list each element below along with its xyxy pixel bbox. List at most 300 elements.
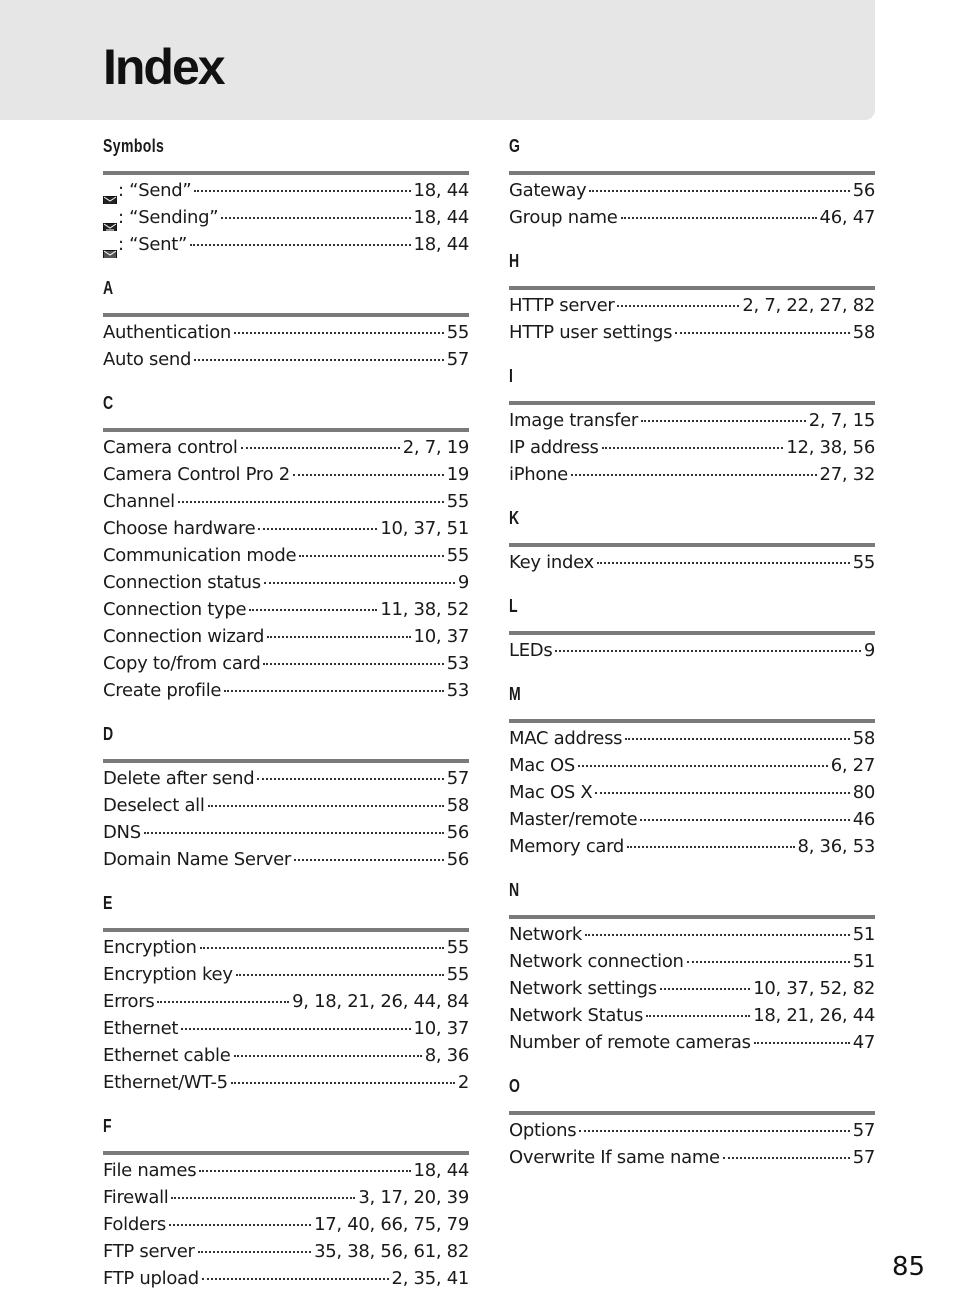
dot-leader <box>585 934 850 936</box>
index-term <box>509 549 594 576</box>
index-page-refs: 57 <box>446 349 469 370</box>
index-term-text: Create profile <box>103 680 222 701</box>
index-column-right <box>509 120 875 1175</box>
index-entry <box>103 231 469 258</box>
index-term-text: Deselect all <box>103 795 205 816</box>
dot-leader <box>589 190 849 192</box>
index-page-refs: 58 <box>852 322 875 343</box>
index-page-refs: 10, 37, 52, 82 <box>753 978 875 999</box>
index-term-text: Options <box>509 1120 577 1141</box>
index-page-refs: 17, 40, 66, 75, 79 <box>314 1214 469 1235</box>
index-entry-list <box>103 175 469 262</box>
index-page-refs: 55 <box>446 545 469 566</box>
dot-leader <box>178 501 444 503</box>
index-page-refs: 55 <box>446 964 469 985</box>
index-term <box>103 1015 178 1042</box>
index-term-text: : “Sending” <box>118 207 219 228</box>
section-heading <box>509 580 875 635</box>
index-term <box>103 319 231 346</box>
index-term <box>103 934 197 961</box>
index-page-refs: 11, 38, 52 <box>380 599 469 620</box>
dot-leader <box>199 1170 410 1172</box>
index-term-text: Choose hardware <box>103 518 256 539</box>
index-entry-list <box>103 763 469 877</box>
index-page-refs: 58 <box>446 795 469 816</box>
index-page-refs: 2, 7, 19 <box>402 437 469 458</box>
dot-leader <box>621 217 817 219</box>
index-column-left <box>103 120 469 1296</box>
section-letter: H <box>509 251 520 271</box>
index-entry <box>509 637 875 664</box>
index-page-refs: 9 <box>457 572 469 593</box>
index-entry <box>103 765 469 792</box>
index-term-text: Mac OS <box>509 755 575 776</box>
index-page-refs: 53 <box>446 680 469 701</box>
index-term <box>103 1157 196 1184</box>
section-letter: K <box>509 508 520 528</box>
index-term-text: IP address <box>509 437 599 458</box>
section-heading <box>509 668 875 723</box>
section-heading <box>509 864 875 919</box>
index-page-refs: 9 <box>863 640 875 661</box>
index-term-text: Camera Control Pro 2 <box>103 464 290 485</box>
index-term <box>103 650 260 677</box>
section-heading <box>103 1100 469 1155</box>
section-letter: E <box>103 893 113 913</box>
index-term-text: : “Send” <box>118 180 192 201</box>
index-page-refs: 18, 44 <box>413 207 469 228</box>
index-page-refs: 9, 18, 21, 26, 44, 84 <box>292 991 469 1012</box>
index-term <box>509 806 637 833</box>
section-heading <box>509 350 875 405</box>
index-entry <box>103 988 469 1015</box>
page-title: Index <box>103 39 224 95</box>
index-entry <box>509 407 875 434</box>
section-heading <box>103 708 469 763</box>
dot-leader <box>234 1055 422 1057</box>
dot-leader <box>597 562 850 564</box>
index-term <box>103 1265 199 1292</box>
index-entry-list <box>103 932 469 1100</box>
dot-leader <box>627 846 794 848</box>
dot-leader <box>555 650 860 652</box>
section-heading <box>509 1060 875 1115</box>
section-letter: Symbols <box>103 136 165 156</box>
index-entry <box>509 948 875 975</box>
index-page-refs: 55 <box>446 937 469 958</box>
index-term <box>103 765 254 792</box>
index-entry <box>103 1157 469 1184</box>
dot-leader <box>241 447 400 449</box>
index-term <box>103 677 221 704</box>
index-page-refs: 57 <box>446 768 469 789</box>
dot-leader <box>294 859 444 861</box>
section-letter: I <box>509 366 514 386</box>
index-entry-list <box>509 547 875 580</box>
index-entry <box>509 1029 875 1056</box>
dot-leader <box>267 636 410 638</box>
index-page-refs: 6, 27 <box>830 755 875 776</box>
index-page-refs: 51 <box>852 951 875 972</box>
index-term-text: Connection wizard <box>103 626 265 647</box>
index-entry-list <box>103 1155 469 1296</box>
section-letter: G <box>509 136 521 156</box>
index-term-text: : “Sent” <box>118 234 188 255</box>
index-entry <box>103 204 469 231</box>
index-term-text: Master/remote <box>509 809 638 830</box>
index-entry <box>509 549 875 576</box>
index-entry <box>103 319 469 346</box>
dot-leader <box>258 528 377 530</box>
index-term <box>509 948 684 975</box>
index-page-refs: 46, 47 <box>819 207 875 228</box>
index-entry-list <box>509 405 875 492</box>
index-term <box>509 725 622 752</box>
dot-leader <box>198 1251 312 1253</box>
index-page-refs: 2, 35, 41 <box>391 1268 469 1289</box>
index-entry <box>103 677 469 704</box>
index-term-text: Folders <box>103 1214 166 1235</box>
index-term <box>103 1184 168 1211</box>
dot-leader <box>578 765 828 767</box>
index-term-text: Network Status <box>509 1005 644 1026</box>
index-entry-list <box>509 290 875 350</box>
index-term <box>103 1042 231 1069</box>
index-term <box>103 1211 166 1238</box>
index-entry <box>103 177 469 204</box>
index-term <box>509 461 568 488</box>
dot-leader <box>200 947 444 949</box>
dot-leader <box>723 1157 850 1159</box>
section-heading <box>509 235 875 290</box>
index-term <box>103 515 255 542</box>
section-letter: C <box>103 393 114 413</box>
index-entry <box>103 1069 469 1096</box>
index-page-refs: 56 <box>446 822 469 843</box>
index-entry-list <box>509 723 875 864</box>
index-term <box>509 779 592 806</box>
index-term-text: Errors <box>103 991 155 1012</box>
index-page-refs: 18, 44 <box>413 1160 469 1181</box>
index-entry-list <box>509 175 875 235</box>
dot-leader <box>190 244 411 246</box>
index-page-refs: 53 <box>446 653 469 674</box>
dot-leader <box>641 420 806 422</box>
index-entry <box>509 779 875 806</box>
index-entry <box>509 461 875 488</box>
index-term-text: Encryption key <box>103 964 233 985</box>
index-entry-list <box>103 317 469 377</box>
index-page-refs: 18, 44 <box>413 180 469 201</box>
index-page-refs: 3, 17, 20, 39 <box>358 1187 469 1208</box>
index-term-text: HTTP user settings <box>509 322 673 343</box>
index-entry <box>103 792 469 819</box>
index-term-text: Number of remote cameras <box>509 1032 751 1053</box>
index-page-refs: 35, 38, 56, 61, 82 <box>314 1241 469 1262</box>
index-term <box>103 204 218 231</box>
index-page-refs: 80 <box>852 782 875 803</box>
dot-leader <box>640 819 849 821</box>
index-term-text: Ethernet <box>103 1018 179 1039</box>
index-term <box>103 961 233 988</box>
index-term-text: LEDs <box>509 640 553 661</box>
index-page-refs: 57 <box>852 1147 875 1168</box>
index-page-refs: 18, 44 <box>413 234 469 255</box>
index-entry <box>103 515 469 542</box>
section-letter: F <box>103 1116 112 1136</box>
index-entry <box>103 934 469 961</box>
index-term <box>509 1029 751 1056</box>
index-term <box>103 1069 228 1096</box>
index-term <box>103 792 205 819</box>
dot-leader <box>754 1042 850 1044</box>
dot-leader <box>646 1015 750 1017</box>
index-term <box>509 319 672 346</box>
index-page-refs: 12, 38, 56 <box>786 437 875 458</box>
index-term-text: Ethernet cable <box>103 1045 231 1066</box>
index-page-refs: 8, 36, 53 <box>797 836 875 857</box>
index-term-text: Group name <box>509 207 618 228</box>
index-entry <box>509 1144 875 1171</box>
index-page-refs: 55 <box>852 552 875 573</box>
index-entry <box>103 346 469 373</box>
index-term <box>509 921 582 948</box>
index-term <box>509 177 586 204</box>
index-term-text: Channel <box>103 491 175 512</box>
index-term <box>103 1238 195 1265</box>
index-entry <box>103 819 469 846</box>
index-term-text: iPhone <box>509 464 568 485</box>
index-entry <box>509 319 875 346</box>
index-page-refs: 55 <box>446 322 469 343</box>
page-number: 85 <box>892 1252 926 1282</box>
index-term <box>103 231 187 258</box>
dot-leader <box>224 690 443 692</box>
dot-leader <box>263 663 443 665</box>
index-entry <box>509 806 875 833</box>
dot-leader <box>264 582 455 584</box>
index-term <box>103 488 175 515</box>
index-term-text: Overwrite If same name <box>509 1147 720 1168</box>
index-page-refs: 57 <box>852 1120 875 1141</box>
index-term <box>509 975 657 1002</box>
index-term-text: File names <box>103 1160 197 1181</box>
index-entry <box>509 1002 875 1029</box>
dot-leader <box>221 217 410 219</box>
section-heading <box>103 377 469 432</box>
index-entry <box>103 542 469 569</box>
index-term-text: DNS <box>103 822 141 843</box>
index-entry <box>509 177 875 204</box>
dot-leader <box>687 961 850 963</box>
index-term <box>103 434 238 461</box>
index-term-text: Domain Name Server <box>103 849 292 870</box>
index-term-text: FTP upload <box>103 1268 199 1289</box>
index-entry <box>103 1184 469 1211</box>
sent-envelope-icon <box>103 240 117 249</box>
index-page-refs: 10, 37, 51 <box>380 518 469 539</box>
index-term-text: Authentication <box>103 322 231 343</box>
index-term-text: Camera control <box>103 437 238 458</box>
index-page-refs: 18, 21, 26, 44 <box>753 1005 875 1026</box>
dot-leader <box>299 555 443 557</box>
index-term <box>103 596 246 623</box>
index-page-refs: 58 <box>852 728 875 749</box>
index-term-text: Memory card <box>509 836 625 857</box>
index-term-text: Connection type <box>103 599 247 620</box>
dot-leader <box>202 1278 389 1280</box>
index-page-refs: 47 <box>852 1032 875 1053</box>
index-term-text: Delete after send <box>103 768 255 789</box>
index-term <box>103 988 154 1015</box>
index-page-refs: 10, 37 <box>413 626 469 647</box>
section-letter: D <box>103 724 114 744</box>
dot-leader <box>169 1224 311 1226</box>
index-term <box>103 623 264 650</box>
dot-leader <box>144 832 444 834</box>
index-term-text: Mac OS X <box>509 782 593 803</box>
index-page-refs: 2, 7, 15 <box>808 410 875 431</box>
index-term-text: Ethernet/WT-5 <box>103 1072 228 1093</box>
index-term-text: FTP server <box>103 1241 195 1262</box>
index-entry <box>509 975 875 1002</box>
index-term <box>103 569 261 596</box>
index-page-refs: 8, 36 <box>424 1045 469 1066</box>
index-entry <box>103 596 469 623</box>
dot-leader <box>595 792 849 794</box>
index-term-text: Copy to/from card <box>103 653 261 674</box>
index-term <box>103 846 291 873</box>
index-term <box>509 434 599 461</box>
index-entry <box>509 752 875 779</box>
index-entry <box>509 204 875 231</box>
index-entry <box>103 461 469 488</box>
index-term-text: Auto send <box>103 349 192 370</box>
index-term-text: MAC address <box>509 728 623 749</box>
index-entry <box>509 725 875 752</box>
section-letter: L <box>509 596 518 616</box>
index-entry <box>103 1015 469 1042</box>
section-letter: A <box>103 278 114 298</box>
index-page-refs: 56 <box>852 180 875 201</box>
index-term <box>509 833 624 860</box>
dot-leader <box>234 332 444 334</box>
index-term-text: Image transfer <box>509 410 638 431</box>
index-entry <box>509 833 875 860</box>
section-heading <box>509 120 875 175</box>
send-envelope-icon <box>103 186 117 195</box>
index-term-text: Key index <box>509 552 594 573</box>
index-term-text: Connection status <box>103 572 261 593</box>
index-entry <box>103 961 469 988</box>
index-term <box>103 346 191 373</box>
section-heading <box>103 877 469 932</box>
index-term <box>509 407 638 434</box>
index-entry <box>103 1211 469 1238</box>
index-term-text: Network settings <box>509 978 657 999</box>
index-term <box>509 637 552 664</box>
dot-leader <box>231 1082 455 1084</box>
section-letter: N <box>509 880 520 900</box>
section-letter: O <box>509 1076 521 1096</box>
index-page-refs: 51 <box>852 924 875 945</box>
dot-leader <box>660 988 750 990</box>
index-term <box>509 1002 643 1029</box>
index-entry <box>509 292 875 319</box>
dot-leader <box>675 332 850 334</box>
dot-leader <box>194 359 444 361</box>
section-heading <box>103 262 469 317</box>
index-entry <box>103 488 469 515</box>
index-term-text: Gateway <box>509 180 587 201</box>
index-term <box>509 204 618 231</box>
dot-leader <box>194 190 410 192</box>
section-letter: M <box>509 684 522 704</box>
dot-leader <box>602 447 784 449</box>
index-entry <box>103 1042 469 1069</box>
dot-leader <box>625 738 849 740</box>
page-header <box>0 0 875 120</box>
dot-leader <box>293 474 444 476</box>
index-term-text: Network connection <box>509 951 684 972</box>
dot-leader <box>579 1130 849 1132</box>
section-heading <box>509 492 875 547</box>
index-entry <box>103 434 469 461</box>
index-entry-list <box>509 919 875 1060</box>
index-entry-list <box>509 1115 875 1175</box>
index-entry <box>103 846 469 873</box>
index-term <box>509 1117 576 1144</box>
index-term <box>509 752 575 779</box>
index-term <box>509 292 614 319</box>
index-page-refs: 19 <box>446 464 469 485</box>
index-term-text: Encryption <box>103 937 197 958</box>
section-heading <box>103 120 469 175</box>
dot-leader <box>181 1028 410 1030</box>
index-page-refs: 56 <box>446 849 469 870</box>
index-entry <box>103 569 469 596</box>
index-page-refs: 46 <box>852 809 875 830</box>
index-term <box>509 1144 720 1171</box>
index-entry <box>509 1117 875 1144</box>
index-entry <box>509 434 875 461</box>
index-entry <box>103 1265 469 1292</box>
index-entry <box>509 921 875 948</box>
index-entry <box>103 623 469 650</box>
index-term <box>103 819 141 846</box>
sending-envelope-icon <box>103 213 117 222</box>
dot-leader <box>157 1001 289 1003</box>
index-term-text: Communication mode <box>103 545 297 566</box>
index-term-text: HTTP server <box>509 295 615 316</box>
index-term-text: Firewall <box>103 1187 169 1208</box>
index-page-refs: 2 <box>457 1072 469 1093</box>
index-term <box>103 461 290 488</box>
index-page-refs: 2, 7, 22, 27, 82 <box>742 295 875 316</box>
dot-leader <box>236 974 444 976</box>
dot-leader <box>171 1197 355 1199</box>
index-term <box>103 542 296 569</box>
index-term <box>103 177 191 204</box>
index-page-refs: 55 <box>446 491 469 512</box>
index-page-refs: 27, 32 <box>819 464 875 485</box>
index-entry-list <box>509 635 875 668</box>
index-term-text: Network <box>509 924 583 945</box>
index-entry <box>103 1238 469 1265</box>
dot-leader <box>571 474 817 476</box>
dot-leader <box>249 609 377 611</box>
index-page-refs: 10, 37 <box>413 1018 469 1039</box>
